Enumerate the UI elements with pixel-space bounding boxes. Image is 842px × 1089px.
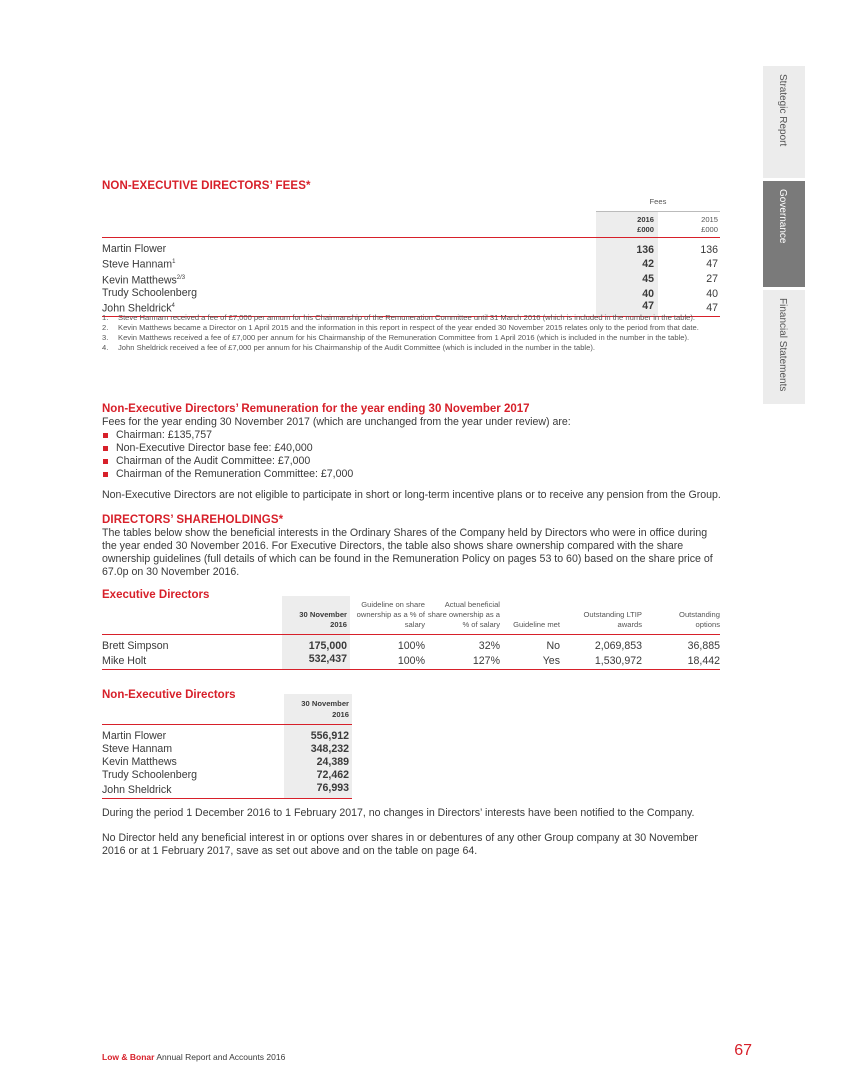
tab-label: Financial Statements xyxy=(777,298,788,392)
closing-paragraph-2: No Director held any beneficial interest in or options over shares in or debentures of any other Group company at 30 November 2016 or at 1 February 2017, save as set out above and on the table on page 64. xyxy=(102,832,698,857)
footnote: 4. John Sheldrick received a fee of £7,000 per annum for his Chairmanship of the Audit Committee (which is included in the number in the table). xyxy=(102,343,595,352)
shares-held: 348,232 xyxy=(284,743,352,756)
fees-footnotes xyxy=(102,313,722,353)
shares-held: 532,437 xyxy=(282,653,350,670)
director-name: John Sheldrick xyxy=(102,783,172,796)
footer-brand: Low & Bonar xyxy=(102,1052,155,1062)
non-executive-row xyxy=(102,743,352,756)
non-executive-row xyxy=(102,756,352,769)
fees-row xyxy=(102,238,720,257)
exec-col-met: Guideline met xyxy=(513,620,560,629)
footnote: 2. Kevin Matthews became a Director on 1 April 2015 and the information in this report in respect of the year ended 30 November 2015 relates only to the period from that date. xyxy=(102,323,699,332)
fee-2016: 42 xyxy=(596,256,658,272)
guideline-pct: 100% xyxy=(397,640,425,652)
nonexec-col-shares: 30 November 2016 xyxy=(284,694,352,725)
fee-2016: 136 xyxy=(596,238,658,257)
executive-row xyxy=(102,635,720,654)
fees-col-2016: 2016 £000 xyxy=(596,212,658,238)
tab-label: Governance xyxy=(777,189,788,244)
footer xyxy=(102,1052,285,1062)
options: 36,885 xyxy=(687,640,720,652)
exec-col-options: Outstanding options xyxy=(679,610,720,629)
guideline-met: Yes xyxy=(542,654,560,667)
fee-bullet: Non-Executive Director base fee: £40,000 xyxy=(102,442,353,455)
fees-group-header: Fees xyxy=(596,197,720,212)
ltip-awards: 2,069,853 xyxy=(594,640,642,652)
fee-2015: 136 xyxy=(700,243,718,256)
exec-col-actual: Actual beneficial share ownership as a % of salary xyxy=(427,600,500,629)
footnote: 1. Steve Hannam received a fee of £7,000 per annum for his Chairmanship of the Remuneration Committee until 31 March 2016 (which is included in the number in the table). xyxy=(102,313,696,322)
fee-2016: 40 xyxy=(596,287,658,300)
options: 18,442 xyxy=(687,654,720,667)
fees-col-2015: 2015 £000 xyxy=(701,215,718,234)
exec-col-shares: 30 November 2016 xyxy=(282,596,350,635)
fees-row xyxy=(102,272,720,288)
director-name: Trudy Schoolenberg xyxy=(102,287,198,300)
director-name: Mike Holt xyxy=(102,654,147,667)
fees-heading: NON-EXECUTIVE DIRECTORS’ FEES* xyxy=(102,180,311,192)
page-number: 67 xyxy=(734,1042,752,1059)
executive-row xyxy=(102,653,720,670)
fees-table xyxy=(102,197,720,317)
fees-row xyxy=(102,287,720,300)
remuneration-intro: Fees for the year ending 30 November 2017 (which are unchanged from the year under review) are: xyxy=(102,416,571,428)
non-executive-table xyxy=(102,694,352,799)
remuneration-bullets xyxy=(102,429,353,481)
shareholdings-text: The tables below show the beneficial interests in the Ordinary Shares of the Company held by Directors who were in office during the year ended 30 November 2016. For Executive Directors, the table also shows share ownership compared with the share ownership guidelines (full details of which can be found in the Remuneration Policy on pages 53 to 60) based on the share price of 67.0p on 30 November 2016. xyxy=(102,527,713,578)
fee-2015: 47 xyxy=(706,257,718,270)
exec-col-guideline: Guideline on share ownership as a % of salary xyxy=(356,600,425,629)
fee-bullet: Chairman of the Audit Committee: £7,000 xyxy=(102,455,353,468)
director-name: Brett Simpson xyxy=(102,640,169,652)
ltip-awards: 1,530,972 xyxy=(594,654,642,667)
shares-held: 556,912 xyxy=(284,725,352,744)
director-name: John Sheldrick$^4$ xyxy=(102,302,175,315)
tab-label: Strategic Report xyxy=(777,74,788,147)
fee-2016: 47 xyxy=(596,300,658,316)
footer-text: Annual Report and Accounts 2016 xyxy=(154,1052,286,1062)
remuneration-note: Non-Executive Directors are not eligible to participate in short or long-term incentive plans or to receive any pension from the Group. xyxy=(102,489,721,501)
shares-held: 72,462 xyxy=(284,769,352,782)
actual-pct: 32% xyxy=(478,640,500,652)
director-name: Kevin Matthews$^{2/3}$ xyxy=(102,274,186,287)
footnote: 3. Kevin Matthews received a fee of £7,000 per annum for his Chairmanship of the Remuneration Committee from 1 April 2016 (which is included in the number in the table). xyxy=(102,333,690,342)
non-executive-heading: Non-Executive Directors xyxy=(102,689,236,701)
closing-paragraph-1: During the period 1 December 2016 to 1 February 2017, no changes in Directors’ interests have been notified to the Company. xyxy=(102,807,695,819)
actual-pct: 127% xyxy=(472,654,500,667)
executive-table xyxy=(102,596,720,670)
shares-held: 24,389 xyxy=(284,756,352,769)
director-name: Kevin Matthews xyxy=(102,756,177,768)
tab-governance[interactable] xyxy=(763,181,805,287)
fee-2015: 40 xyxy=(706,287,718,300)
shares-held: 76,993 xyxy=(284,782,352,799)
remuneration-heading: Non-Executive Directors’ Remuneration for the year ending 30 November 2017 xyxy=(102,403,530,415)
director-name: Martin Flower xyxy=(102,243,167,255)
tab-financial-statements[interactable] xyxy=(763,290,805,404)
fee-2015: 27 xyxy=(706,273,718,286)
director-name: Steve Hannam xyxy=(102,743,173,755)
tab-strategic-report[interactable] xyxy=(763,66,805,178)
non-executive-row xyxy=(102,725,352,744)
exec-col-ltip: Outstanding LTIP awards xyxy=(583,610,642,629)
director-name: Trudy Schoolenberg xyxy=(102,769,198,781)
fees-row xyxy=(102,256,720,272)
director-name: Steve Hannam$^1$ xyxy=(102,258,176,271)
non-executive-row xyxy=(102,782,352,799)
fee-2016: 45 xyxy=(596,272,658,288)
guideline-pct: 100% xyxy=(397,654,425,667)
non-executive-row xyxy=(102,769,352,782)
guideline-met: No xyxy=(546,640,560,652)
fee-bullet: Chairman: £135,757 xyxy=(102,429,353,442)
shareholdings-heading: DIRECTORS’ SHAREHOLDINGS* xyxy=(102,514,284,526)
director-name: Martin Flower xyxy=(102,730,167,742)
fee-2015: 47 xyxy=(706,301,718,314)
executive-heading: Executive Directors xyxy=(102,589,210,601)
fee-bullet: Chairman of the Remuneration Committee: £7,000 xyxy=(102,468,353,481)
shares-held: 175,000 xyxy=(282,635,350,654)
